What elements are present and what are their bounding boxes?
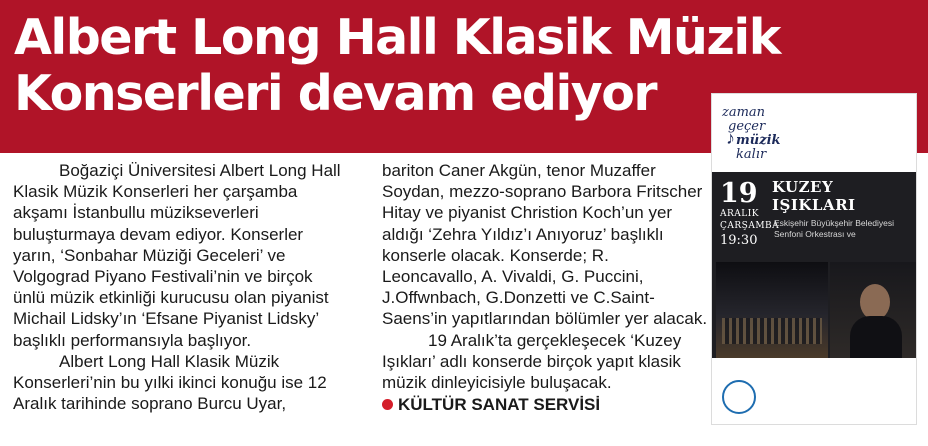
article-column-1	[13, 160, 349, 414]
poster-weekday: ÇARŞAMBA	[720, 221, 780, 231]
orchestra-photo	[716, 262, 828, 358]
poster-date	[720, 180, 779, 248]
article-paragraph: 19 Aralık’ta gerçekleşecek ‘Kuzey Işıkları’ adlı konserde birçok yapıt klasik müzik dinleyicisiyle buluşacak.	[382, 330, 682, 393]
article-column-2	[382, 160, 708, 415]
article-paragraph: Albert Long Hall Klasik Müzik Konserleri’nin bu yılki ikinci konuğu ise 12 Aralık tarihinde soprano Burcu Uyar,	[13, 351, 327, 414]
slogan-word: zaman	[722, 105, 766, 120]
poster-day: 19	[720, 178, 758, 209]
poster-month: ARALIK	[720, 209, 760, 219]
poster-title	[772, 178, 856, 214]
sponsor-logos	[712, 358, 916, 424]
concert-poster	[712, 94, 916, 424]
poster-org-line: Eskişehir Büyükşehir Belediyesi	[774, 218, 894, 228]
ministry-logo-icon	[722, 380, 756, 414]
poster-title-line: KUZEY	[772, 178, 834, 196]
slogan-word: geçer	[728, 119, 766, 134]
byline-text: KÜLTÜR SANAT SERVİSİ	[398, 395, 601, 415]
poster-org-line: Senfoni Orkestrası ve	[774, 229, 856, 239]
poster-header	[712, 94, 916, 172]
poster-time: 19:30	[720, 233, 758, 248]
article-paragraph: bariton Caner Akgün, tenor Muzaffer Soydan, mezzo-soprano Barbora Fritscher Hitay ve piyanist Christion Koch’un yer aldığı ‘Zehra Yıldız’ı Anıyoruz’ başlıklı konserle olacak. Konserde; R. Leoncavallo, A. Vivaldi, G. Puccini, J.Offwnbach, G.Donzetti ve C.Saint-Saens’in yapıtlarından bölümler yer alacak.	[382, 161, 708, 329]
slogan-word: kalır	[736, 147, 767, 162]
music-note-icon: ♪	[726, 128, 735, 148]
poster-title-line: IŞIKLARI	[772, 196, 856, 214]
article-paragraph: Boğaziçi Üniversitesi Albert Long Hall Klasik Müzik Konserleri her çarşamba akşamı İstanbullu müzikseverleri buluşturmaya devam ediyor. Konserler yarın, ‘Sonbahar Müziği Geceleri’ ve Volgograd Piyano Festivali’nin ve birçok ünlü müzik etkinliği kurucusu olan piyanist Michail Lidsky’ın ‘Efsane Piyanist Lidsky’ başlıklı performansıyla başlıyor.	[13, 161, 341, 350]
byline	[382, 394, 708, 415]
pianist-photo	[830, 262, 916, 358]
poster-organizer	[774, 218, 894, 240]
headline-line-2: Konserleri devam ediyor	[14, 65, 657, 122]
headline-line-1: Albert Long Hall Klasik Müzik	[14, 9, 780, 66]
slogan-word: müzik	[736, 133, 781, 148]
red-dot-icon	[382, 399, 393, 410]
